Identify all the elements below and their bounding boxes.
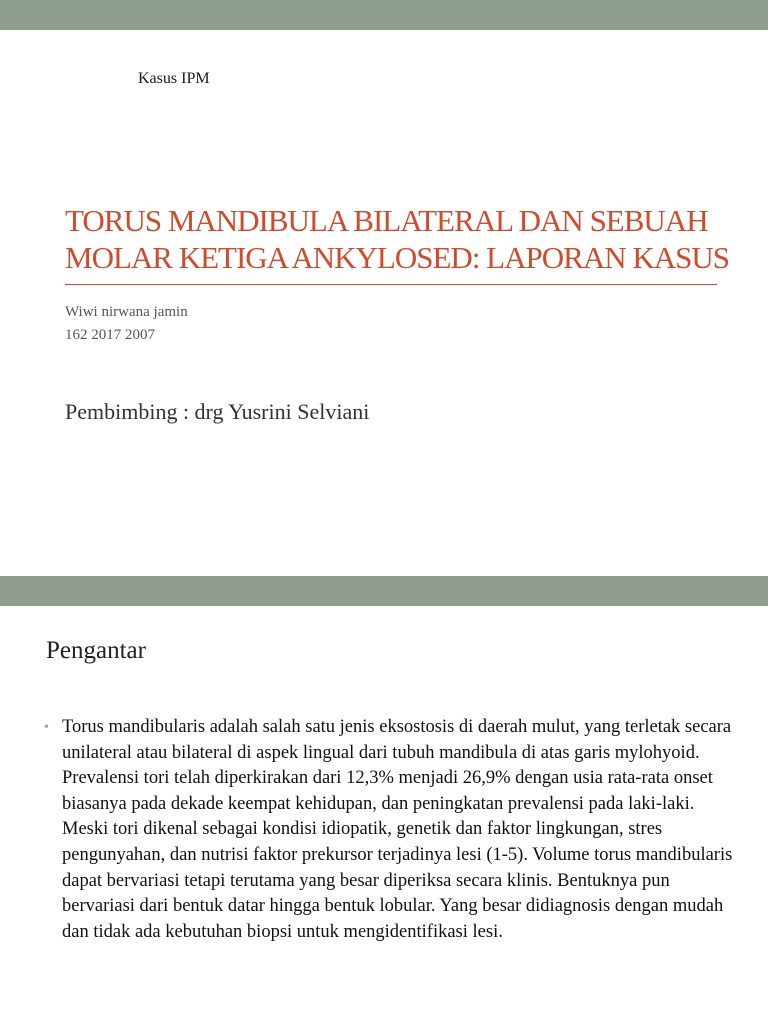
slide-top-band xyxy=(0,576,768,606)
title-line-1: TORUS MANDIBULA BILATERAL DAN SEBUAH xyxy=(65,203,708,238)
case-label: Kasus IPM xyxy=(138,70,210,87)
author-name: Wiwi nirwana jamin xyxy=(65,304,188,320)
supervisor-line: Pembimbing : drg Yusrini Selviani xyxy=(65,399,370,424)
list-item xyxy=(44,715,734,945)
title-line-2: MOLAR KETIGA ANKYLOSED: LAPORAN KASUS xyxy=(65,240,729,275)
slide-top-band xyxy=(0,0,768,30)
author-id: 162 2017 2007 xyxy=(65,327,155,343)
bullet-text: Torus mandibularis adalah salah satu jenis eksostosis di daerah mulut, yang terletak secara unilateral atau bilateral di aspek lingual dari tubuh mandibula di atas garis mylohyoid. Prevalensi tori telah diperkirakan dari 12,3% menjadi 26,9% dengan usia rata-rata onset biasanya pada dekade keempat kehidupan, dan peningkatan prevalensi pada laki-laki. Meski tori dikenal sebagai kondisi idiopatik, genetik dan faktor lingkungan, stres pengunyahan, dan nutrisi faktor prekursor terjadinya lesi (1-5). Volume torus mandibularis dapat bervariasi tetapi terutama yang besar diperiksa secara klinis. Bentuknya pun bervariasi dari bentuk datar hingga bentuk lobular. Yang besar didiagnosis dengan mudah dan tidak ada kebutuhan biopsi untuk mengidentifikasi lesi. xyxy=(62,717,733,942)
author-info xyxy=(65,301,188,347)
slide-introduction xyxy=(0,576,768,1024)
presentation-title xyxy=(65,202,729,276)
bullet-list xyxy=(44,715,734,945)
section-title: Pengantar xyxy=(46,637,146,664)
title-divider xyxy=(65,284,717,285)
bullet-icon: • xyxy=(44,720,49,735)
